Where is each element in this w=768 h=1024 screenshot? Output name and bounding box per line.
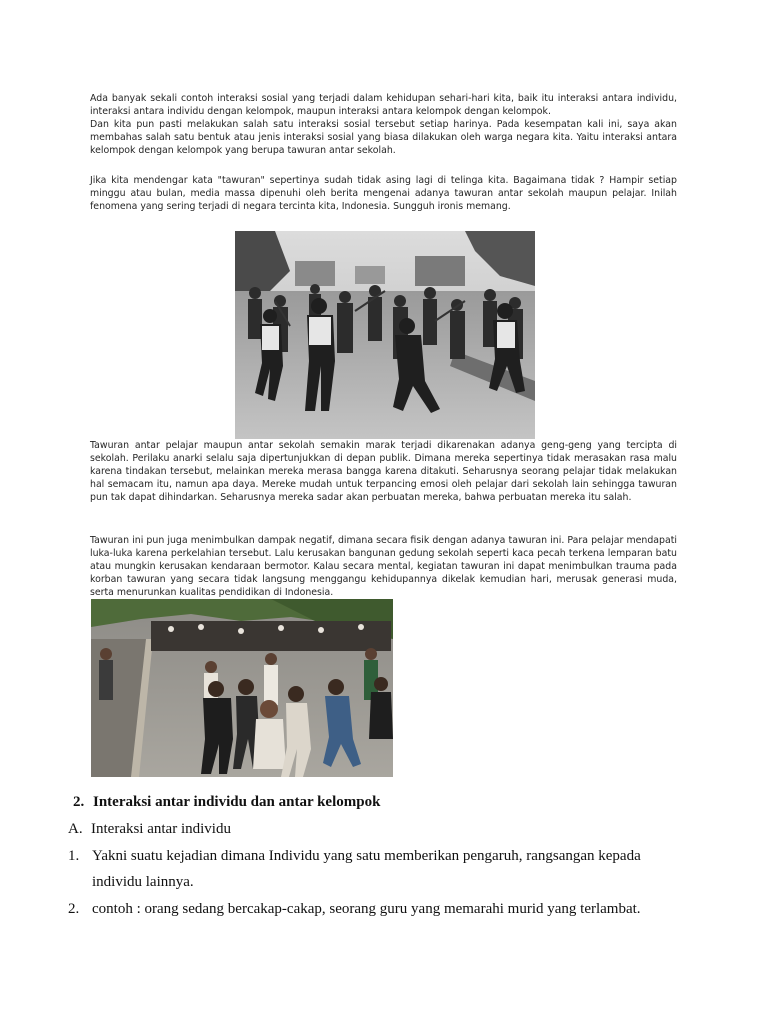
tawuran-paragraph: Jika kita mendengar kata "tawuran" sepertinya sudah tidak asing lagi di telinga kita. Bagaimana tidak ? Hampir setiap minggu atau bulan, media massa dipenuhi oleh berita mengenai adanya tawuran antar sekolah maupun pelajar. Inilah fenomena yang sering terjadi di negara tercinta kita, Indonesia. Sungguh ironis memang.: [90, 175, 677, 213]
subsection-title: Interaksi antar individu: [91, 821, 231, 837]
intro-paragraph-line-2: Dan kita pun pasti melakukan salah satu interaksi sosial tersebut setiap harinya. Pada kesempatan kali ini, saya akan membahas salah satu bentuk atau jenis interaksi sosial yang biasa dilakukan oleh warga negara kita. Yaitu interaksi antara kelompok dengan kelompok yang berupa tawuran antar sekolah.: [90, 119, 677, 157]
section-heading: [73, 794, 380, 811]
list-item-text: Yakni suatu kejadian dimana Individu yang satu memberikan pengaruh, rangsangan kepada: [92, 848, 641, 864]
brawl-photo-bw: [235, 231, 535, 439]
list-item: [68, 848, 641, 865]
dampak-paragraph: Tawuran ini pun juga menimbulkan dampak negatif, dimana secara fisik dengan adanya tawuran ini. Para pelajar mendapati luka-luka karena perkelahian tersebut. Lalu kerusakan bangunan gedung sekolah seperti kaca pecah terkena lemparan batu atau mungkin kerusakan kendaraan bermotor. Kalau secara mental, kegiatan tawuran ini dapat menimbulkan trauma pada korban tawuran yang secara tidak langsung menggangu kehidupannya dikelak kemudian hari, merusak generasi muda, serta menurunkan kualitas pendidikan di Indonesia.: [90, 535, 677, 599]
subsection-a: [68, 821, 231, 838]
section-title: Interaksi antar individu dan antar kelompok: [93, 794, 381, 810]
black-and-white-street-brawl-photo: [235, 231, 535, 439]
list-item-marker: 1.: [68, 848, 80, 864]
subsection-marker: A.: [68, 821, 83, 837]
geng-paragraph: Tawuran antar pelajar maupun antar sekolah semakin marak terjadi dikarenakan adanya geng-geng yang tercipta di sekolah. Perilaku anarki selalu saja dipertunjukkan di depan publik. Dimana mereka sepertinya tidak merasakan rasa malu karena tindakan tersebut, melainkan mereka merasa bangga karena ditakuti. Seharusnya seorang pelajar tidak melakukan hal semacam itu, namun apa daya. Mereke mudah untuk terpancing emosi oleh pelajar dari sekolah lain sehingga tawuran pun tak dapat dihindarkan. Seharusnya mereka sadar akan perbuatan mereka, bahwa perbuatan mereka itu salah.: [90, 440, 677, 504]
list-item-marker: 2.: [68, 901, 80, 917]
list-item-continuation: individu lainnya.: [92, 874, 194, 890]
intro-paragraph-line-1: Ada banyak sekali contoh interaksi sosial yang terjadi dalam kehidupan sehari-hari kita, baik itu interaksi antara individu, interaksi antara individu dengan kelompok, maupun interaksi antara kelompok dengan kelompok.: [90, 93, 677, 118]
list-item: [68, 901, 641, 918]
brawl-photo-color: [91, 599, 393, 777]
intro-paragraph: [90, 92, 677, 157]
list-item-text: contoh : orang sedang bercakap-cakap, seorang guru yang memarahi murid yang terlambat.: [92, 901, 641, 917]
section-number: 2.: [73, 794, 85, 810]
color-street-brawl-photo: [91, 599, 393, 777]
